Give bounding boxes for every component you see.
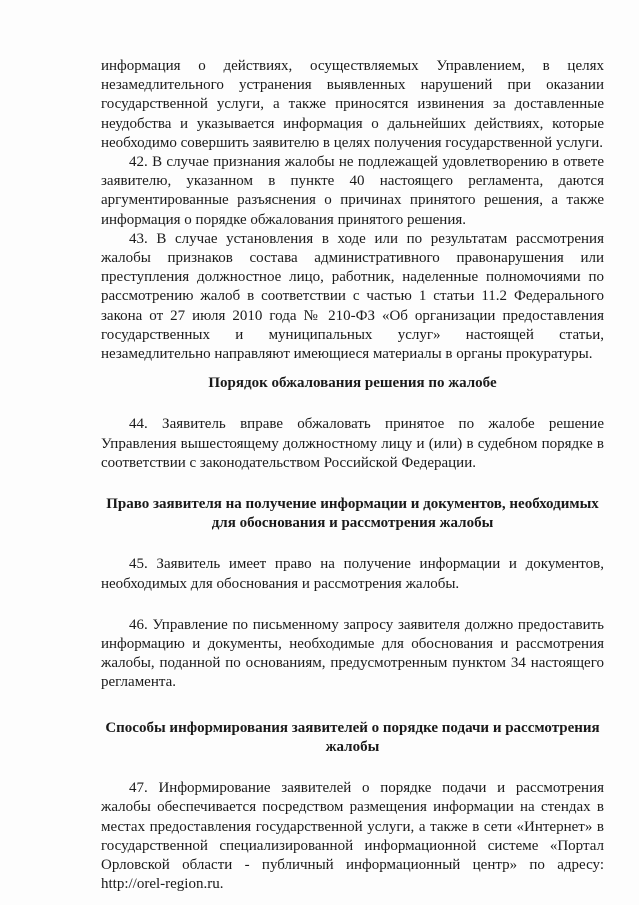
- heading-information-methods: Способы информирования заявителей о порядке подачи и рассмотрения жалобы: [105, 719, 600, 755]
- paragraph-47: 47. Информирование заявителей о порядке подачи и рассмотрения жалобы обеспечивается посредством размещения информации на стендах в местах предоставления государственной услуги, а также в сети «Интернет» в государственной специализированной информационной системе «Портал Орловской области - публичный информационный центр» по адресу: http://orel-region.ru.: [101, 780, 604, 893]
- paragraph-41-continuation: информация о действиях, осуществляемых Управлением, в целях незамедлительного устранения выявленных нарушений при оказании государственной услуги, а также приносятся извинения за доставленные неудобства и указывается информация о дальнейших действиях, которые необходимо совершить заявителю в целях получения государственной услуги.: [101, 58, 604, 151]
- paragraph-42: 42. В случае признания жалобы не подлежащей удовлетворению в ответе заявителю, указанном в пункте 40 настоящего регламента, даются аргументированные разъяснения о причинах принятого решения, а также информация о порядке обжалования принятого решения.: [101, 154, 604, 228]
- paragraph-46: 46. Управление по письменному запросу заявителя должно предоставить информацию и документы, необходимые для обоснования и рассмотрения жалобы, поданной по основаниям, предусмотренным пунктом 34 настоящего регламента.: [101, 616, 604, 691]
- heading-right-to-information: Право заявителя на получение информации и документов, необходимых для обоснования и рассмотрения жалобы: [106, 496, 599, 532]
- heading-appeal-procedure: Порядок обжалования решения по жалобе: [208, 375, 497, 392]
- document-body: [101, 57, 604, 894]
- paragraph-43: 43. В случае установления в ходе или по результатам рассмотрения жалобы признаков состава административного правонарушения или преступления должностное лицо, работник, наделенные полномочиями по рассмотрению жалоб в соответствии с частью 1 статьи 11.2 Федерального закона от 27 июля 2010 года № 210-ФЗ «Об организации предоставления государственных и муниципальных услуг» настоящей статьи, незамедлительно направляют имеющиеся материалы в органы прокуратуры.: [101, 230, 604, 363]
- paragraph-44: 44. Заявитель вправе обжаловать принятое по жалобе решение Управления вышестоящему должностному лицу и (или) в судебном порядке в соответствии с законодательством Российской Федерации.: [101, 416, 604, 471]
- paragraph-45: 45. Заявитель имеет право на получение информации и документов, необходимых для обоснования и рассмотрения жалобы.: [101, 556, 604, 592]
